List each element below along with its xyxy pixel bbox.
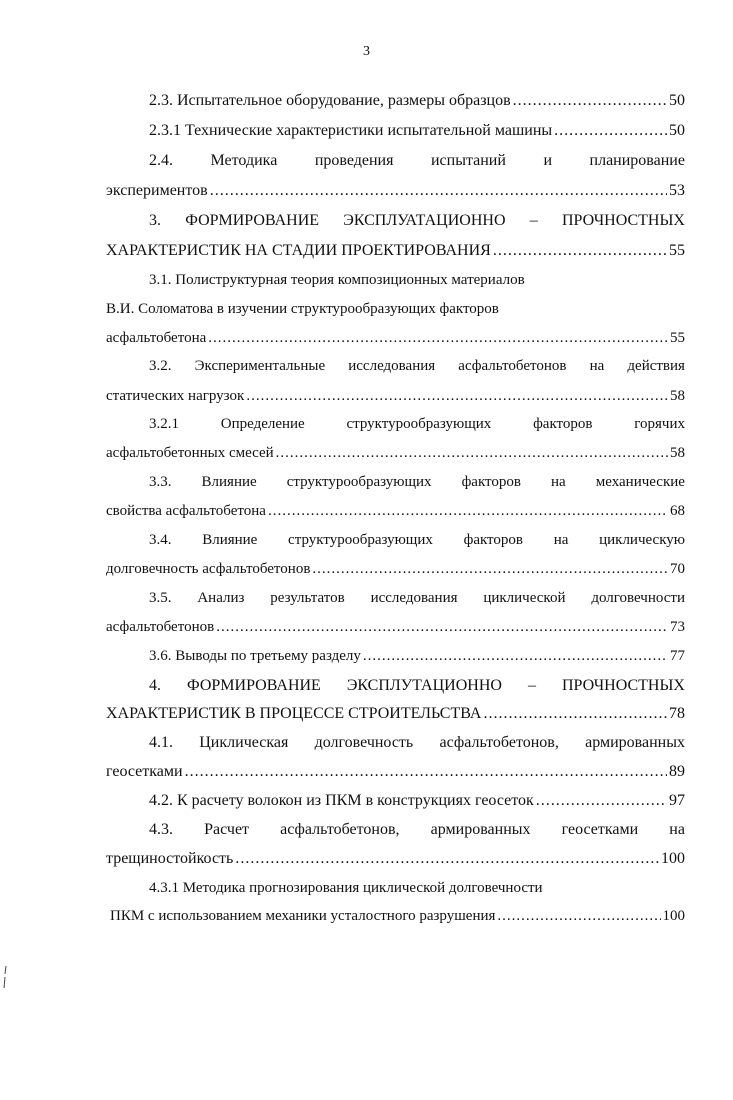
word: ПРОЧНОСТНЫХ (561, 212, 685, 229)
leader-dots (268, 501, 668, 521)
leader-dots (246, 386, 668, 406)
word: механические (595, 474, 685, 490)
leader-dots (208, 328, 668, 348)
toc-page: 78 (669, 705, 685, 722)
toc-entry-4-3-1-line2 (110, 906, 685, 926)
toc-entry-3-2-1-line1 (149, 414, 685, 434)
toc-title: трещиностойкость (106, 850, 234, 867)
word: ФОРМИРОВАНИЕ (187, 677, 321, 694)
word: ЭКСПЛУТАЦИОННО (346, 677, 502, 694)
toc-title: 2.3.1 Технические характеристики испытательной машины (149, 122, 553, 139)
toc-entry-4-1-line2 (106, 762, 685, 782)
toc-title: 4.2. К расчету волокон из ПКМ в конструкциях геосеток (149, 792, 534, 809)
word: ФОРМИРОВАНИЕ (185, 212, 320, 229)
toc-entry-3-2-line1 (149, 356, 685, 376)
toc-title: 2.3. Испытательное оборудование, размеры образцов (149, 92, 511, 109)
word: 3. (149, 212, 161, 229)
word: исследования (370, 590, 458, 606)
toc-entry-3-3-line2 (106, 501, 685, 521)
word: планирование (589, 152, 685, 169)
toc-entry-2-3-1 (149, 121, 685, 141)
toc-page: 50 (669, 122, 685, 139)
word: 2.4. (149, 152, 173, 169)
leader-dots (276, 443, 668, 463)
toc-page: 70 (670, 561, 685, 577)
word: на (669, 821, 685, 838)
word: – (527, 677, 536, 694)
toc-entry-2-3 (149, 91, 685, 111)
toc-title: ХАРАКТЕРИСТИК В ПРОЦЕССЕ СТРОИТЕЛЬСТВА (106, 705, 482, 722)
leader-dots (554, 121, 667, 141)
word: геосетками (561, 821, 639, 838)
word: структурообразующих (286, 474, 432, 490)
leader-dots (363, 646, 668, 666)
word: Методика (210, 152, 278, 169)
word: асфальтобетонов (458, 358, 567, 374)
toc-title: ХАРАКТЕРИСТИК НА СТАДИИ ПРОЕКТИРОВАНИЯ (106, 242, 491, 259)
word: Анализ (197, 590, 245, 606)
toc-title: асфальтобетона (106, 330, 207, 346)
word: проведения (314, 152, 394, 169)
leader-dots (536, 791, 667, 811)
word: факторов (533, 416, 593, 432)
toc-entry-4-3-line2 (106, 849, 685, 869)
toc-title: геосетками (106, 763, 183, 780)
scan-artifact-mark (2, 966, 8, 988)
toc-title: асфальтобетонных смесей (106, 445, 274, 461)
word: структурообразующих (346, 416, 492, 432)
word: исследования (348, 358, 436, 374)
toc-entry-2-4-line1 (149, 151, 685, 171)
word: армированных (585, 734, 685, 751)
toc-page: 73 (670, 619, 685, 635)
toc-entry-4-1-line1 (149, 733, 685, 753)
toc-entry-3-2-1-line2 (106, 443, 685, 463)
word: Расчет (204, 821, 250, 838)
toc-page: 68 (670, 503, 685, 519)
word: циклическую (599, 532, 685, 548)
toc-page: 100 (661, 850, 685, 867)
toc-entry-3-1-line2: В.И. Соломатова в изучении структурообразующих факторов (106, 301, 499, 317)
word: асфальтобетонов, (280, 821, 400, 838)
toc-entry-3-4-line2 (106, 559, 685, 579)
toc-title: свойства асфальтобетона (106, 503, 266, 519)
word: испытаний (430, 152, 506, 169)
leader-dots (185, 762, 667, 782)
page-number: 3 (363, 44, 370, 59)
toc-entry-4-line2 (106, 704, 685, 724)
toc-page: 100 (662, 908, 685, 924)
toc-entry-4-3-1-line1: 4.3.1 Методика прогнозирования циклической долговечности (149, 880, 543, 896)
toc-title: асфальтобетонов (106, 619, 215, 635)
leader-dots (216, 617, 668, 637)
toc-entry-3-3-line1 (149, 472, 685, 492)
toc-entry-4-3-line1 (149, 820, 685, 840)
toc-entry-3-5-line1 (149, 588, 685, 608)
toc-entry-3-5-line2 (106, 617, 685, 637)
toc-page: 53 (669, 182, 685, 199)
word: долговечности (591, 590, 685, 606)
word: Экспериментальные (194, 358, 326, 374)
word: 3.4. (149, 532, 172, 548)
toc-entry-3-1-line3 (106, 328, 685, 348)
word: факторов (463, 532, 524, 548)
toc-entry-3-6 (149, 646, 685, 666)
toc-entry-3-4-line1 (149, 530, 685, 550)
word: Влияние (202, 532, 258, 548)
toc-entry-3-1-line1: 3.1. Полиструктурная теория композиционных материалов (149, 272, 525, 288)
word: 4.3. (149, 821, 173, 838)
leader-dots (493, 241, 667, 261)
toc-entry-3-line1 (149, 211, 685, 231)
word: на (553, 532, 569, 548)
word: 3.5. (149, 590, 172, 606)
leader-dots (210, 181, 667, 201)
toc-title: экспериментов (106, 182, 208, 199)
toc-page: 77 (670, 648, 685, 664)
word: на (589, 358, 605, 374)
leader-dots (312, 559, 668, 579)
word: и (543, 152, 552, 169)
toc-title: 3.6. Выводы по третьему разделу (149, 648, 361, 664)
toc-title: статических нагрузок (106, 388, 245, 404)
toc-title: ПКМ с использованием механики усталостного разрушения (110, 908, 496, 924)
word: на (551, 474, 566, 490)
word: 4.1. (149, 734, 173, 751)
toc-page: 58 (670, 445, 685, 461)
toc-entry-2-4-line2 (106, 181, 685, 201)
leader-dots (497, 906, 660, 926)
leader-dots (513, 91, 667, 111)
word: 3.2. (149, 358, 172, 374)
toc-title: долговечность асфальтобетонов (106, 561, 311, 577)
word: Влияние (201, 474, 257, 490)
toc-page: 58 (670, 388, 685, 404)
word: факторов (461, 474, 521, 490)
word: асфальтобетонов, (439, 734, 559, 751)
toc-entry-3-2-line2 (106, 386, 685, 406)
word: армированных (430, 821, 531, 838)
toc-page: 89 (669, 763, 685, 780)
word: результатов (270, 590, 345, 606)
word: циклической (483, 590, 566, 606)
word: действия (627, 358, 685, 374)
toc-page: 55 (669, 242, 685, 259)
word: структурообразующих (288, 532, 433, 548)
toc-page: 50 (669, 92, 685, 109)
toc-page: 97 (669, 792, 685, 809)
word: долговечность (314, 734, 414, 751)
word: 3.3. (149, 474, 172, 490)
toc-entry-4-2 (149, 791, 685, 811)
toc-entry-3-line2 (106, 241, 685, 261)
word: Определение (220, 416, 305, 432)
leader-dots (235, 849, 659, 869)
word: горячих (634, 416, 685, 432)
word: Циклическая (199, 734, 289, 751)
word: – (529, 212, 538, 229)
word: ПРОЧНОСТНЫХ (561, 677, 685, 694)
word: 3.2.1 (149, 416, 179, 432)
word: 4. (149, 677, 161, 694)
toc-page: 55 (670, 330, 685, 346)
toc-entry-4-line1 (149, 676, 685, 696)
word: ЭКСПЛУАТАЦИОННО (343, 212, 506, 229)
leader-dots (483, 704, 667, 724)
